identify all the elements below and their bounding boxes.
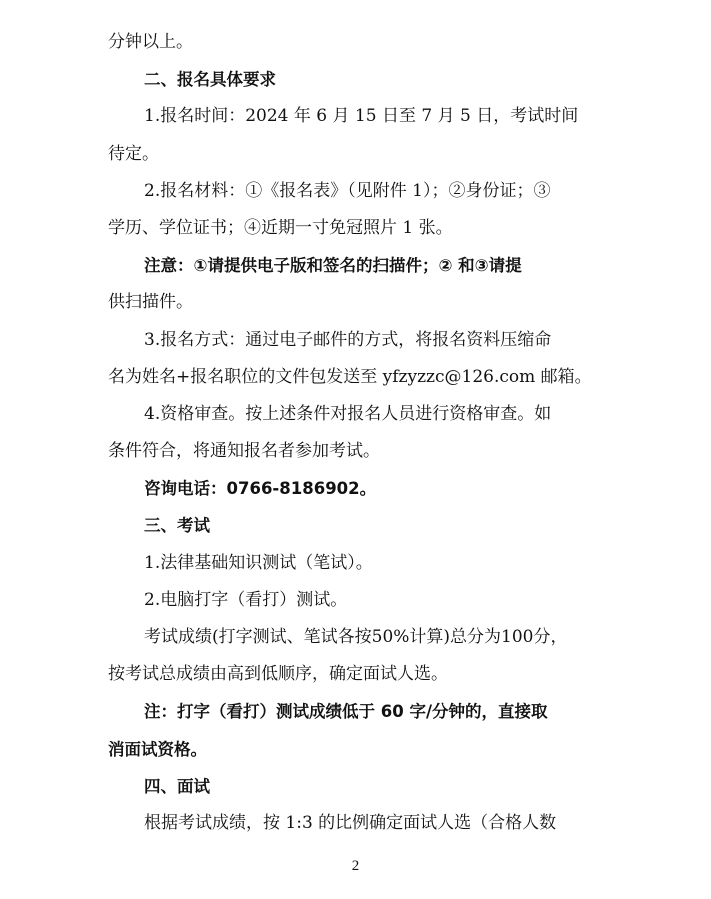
paragraph-line: 1.报名时间：2024 年 6 月 15 日至 7 月 5 日，考试时间 [144, 106, 579, 127]
contact-phone: 咨询电话：0766-8186902。 [144, 479, 377, 499]
paragraph-line: 条件符合，将通知报名者参加考试。 [108, 441, 380, 462]
paragraph-line: 分钟以上。 [108, 32, 193, 52]
section-heading-exam: 三、考试 [144, 516, 210, 536]
note-line: 消面试资格。 [108, 739, 207, 759]
paragraph-line: 1.法律基础知识测试（笔试）。 [144, 552, 373, 573]
section-heading-registration: 二、报名具体要求 [144, 70, 276, 90]
paragraph-line: 供扫描件。 [108, 292, 193, 313]
paragraph-line: 2.电脑打字（看打）测试。 [144, 589, 348, 610]
paragraph-line: 名为姓名+报名职位的文件包发送至 yfzyzzc@126.com 邮箱。 [108, 366, 592, 387]
paragraph-line: 4.资格审查。按上述条件对报名人员进行资格审查。如 [144, 403, 552, 424]
page-number: 2 [351, 858, 360, 874]
document-body [108, 24, 604, 842]
paragraph-line: 考试成绩(打字测试、笔试各按50%计算)总分为100分， [144, 627, 568, 647]
paragraph-line: 按考试总成绩由高到低顺序，确定面试人选。 [108, 664, 448, 685]
paragraph-line: 2.报名材料：①《报名表》（见附件 1）；②身份证；③ [144, 180, 551, 201]
paragraph-line: 待定。 [108, 143, 159, 164]
paragraph-line: 学历、学位证书；④近期一寸免冠照片 1 张。 [108, 217, 453, 238]
paragraph-line: 3.报名方式：通过电子邮件的方式，将报名资料压缩命 [144, 329, 552, 350]
note-line: 注意：①请提供电子版和签名的扫描件；② 和③请提 [144, 256, 522, 276]
section-heading-interview: 四、面试 [144, 776, 210, 796]
note-line: 注：打字（看打）测试成绩低于 60 字/分钟的，直接取 [144, 702, 548, 722]
paragraph-line: 根据考试成绩，按 1:3 的比例确定面试人选（合格人数 [144, 812, 557, 833]
